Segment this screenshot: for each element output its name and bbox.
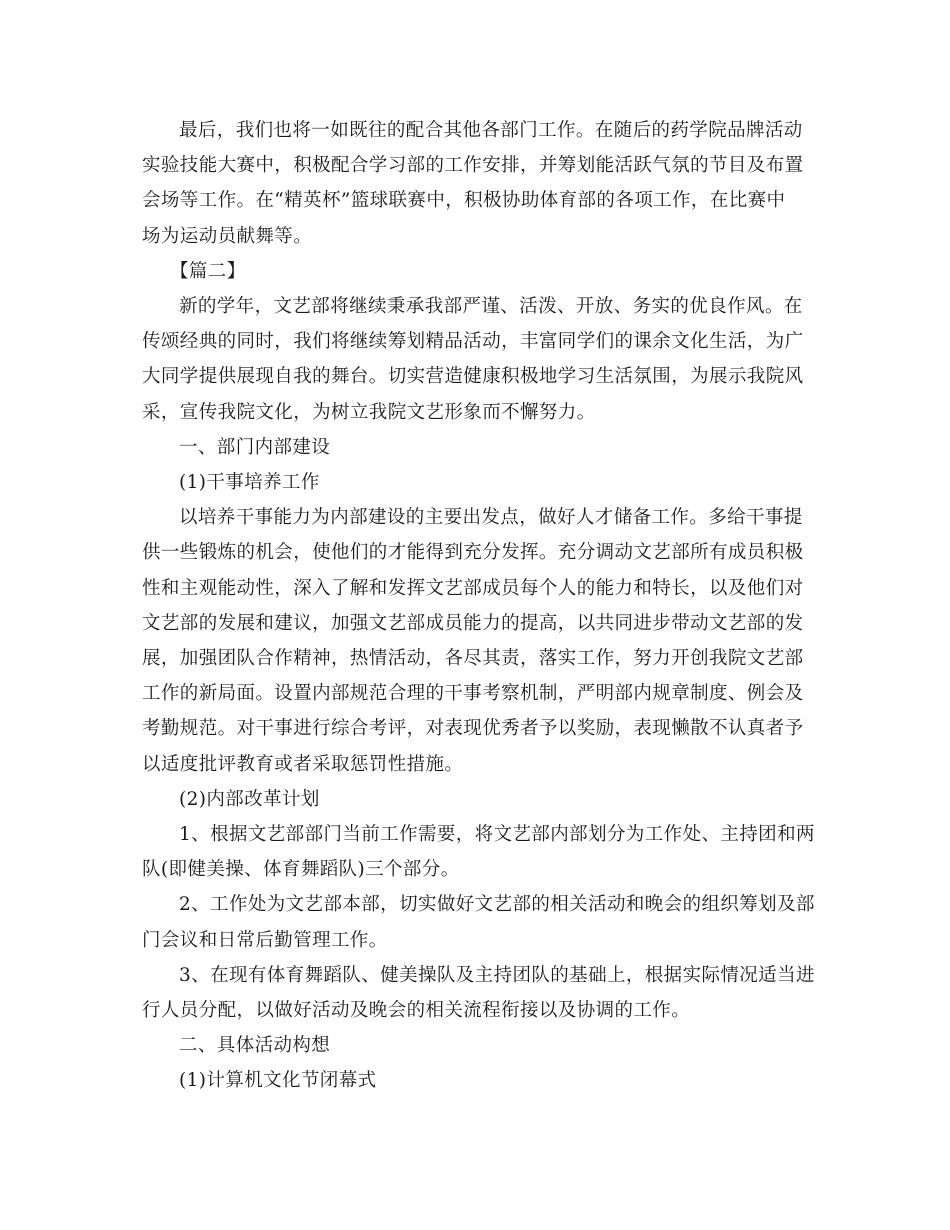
text-line: (1)计算机文化节闭幕式 xyxy=(179,1070,377,1092)
text-line: 文艺部的发展和建议，加强文艺部成员能力的提高，以共同进步带动文艺部的发 xyxy=(142,612,804,634)
text-line: 供一些锻炼的机会，使他们的才能得到充分发挥。充分调动文艺部所有成员积极 xyxy=(142,542,804,564)
text-line: 实验技能大赛中，积极配合学习部的工作安排，并筹划能活跃气氛的节目及布置 xyxy=(142,155,804,177)
heading-internal-construction xyxy=(142,430,807,465)
text-line: 门会议和日常后勤管理工作。 xyxy=(142,929,388,951)
section-heading-part-two xyxy=(142,254,807,289)
text-line: 会场等工作。在“精英杯”篮球联赛中，积极协助体育部的各项工作，在比赛中 xyxy=(142,190,786,212)
text-line: 2、工作处为文艺部本部，切实做好文艺部的相关活动和晚会的组织筹划及部 xyxy=(179,894,815,916)
paragraph-staff-training xyxy=(142,500,807,782)
subheading-computer-festival xyxy=(142,1063,807,1098)
text-line: 最后，我们也将一如既往的配合其他各部门工作。在随后的药学院品牌活动 xyxy=(179,120,803,141)
text-line: 1、根据文艺部部门当前工作需要，将文艺部内部划分为工作处、主持团和两 xyxy=(179,824,815,846)
paragraph-intro xyxy=(142,289,807,430)
heading-activity-plans xyxy=(142,1028,807,1063)
text-line: 工作的新局面。设置内部规范合理的干事考察机制，严明部内规章制度、例会及 xyxy=(142,683,804,705)
text-line: 以培养干事能力为内部建设的主要出发点，做好人才储备工作。多给干事提 xyxy=(179,507,803,529)
text-line: 【篇二】 xyxy=(170,260,246,282)
document-body xyxy=(142,113,815,1099)
subheading-staff-training xyxy=(142,465,807,500)
text-line: 队(即健美操、体育舞蹈队)三个部分。 xyxy=(142,859,460,881)
list-item-reform-3 xyxy=(142,958,815,1028)
text-line: 二、具体活动构想 xyxy=(179,1035,331,1057)
document-page xyxy=(142,113,815,1099)
text-line: (1)干事培养工作 xyxy=(179,472,320,494)
text-line: (2)内部改革计划 xyxy=(179,788,320,810)
text-line: 一、部门内部建设 xyxy=(179,436,331,458)
text-line: 考勤规范。对干事进行综合考评，对表现优秀者予以奖励，表现懒散不认真者予 xyxy=(142,718,804,740)
paragraph-closing xyxy=(142,113,807,254)
text-line: 采，宣传我院文化，为树立我院文艺形象而不懈努力。 xyxy=(142,401,596,423)
list-item-reform-1 xyxy=(142,817,815,887)
text-line: 场为运动员献舞等。 xyxy=(142,225,313,247)
text-line: 大同学提供展现自我的舞台。切实营造健康积极地学习生活氛围，为展示我院风 xyxy=(142,366,804,388)
text-line: 展，加强团队合作精神，热情活动，各尽其责，落实工作，努力开创我院文艺部 xyxy=(142,648,804,670)
text-line: 行人员分配，以做好活动及晚会的相关流程衔接以及协调的工作。 xyxy=(142,1000,691,1022)
list-item-reform-2 xyxy=(142,887,815,957)
text-line: 传颂经典的同时，我们将继续筹划精品活动，丰富同学们的课余文化生活，为广 xyxy=(142,331,804,353)
text-line: 性和主观能动性，深入了解和发挥文艺部成员每个人的能力和特长，以及他们对 xyxy=(142,577,804,599)
text-line: 以适度批评教育或者采取惩罚性措施。 xyxy=(142,753,464,775)
text-line: 新的学年，文艺部将继续秉承我部严谨、活泼、开放、务实的优良作风。在 xyxy=(179,296,803,318)
subheading-reform-plan xyxy=(142,782,807,817)
text-line: 3、在现有体育舞蹈队、健美操队及主持团队的基础上，根据实际情况适当进 xyxy=(179,964,815,986)
